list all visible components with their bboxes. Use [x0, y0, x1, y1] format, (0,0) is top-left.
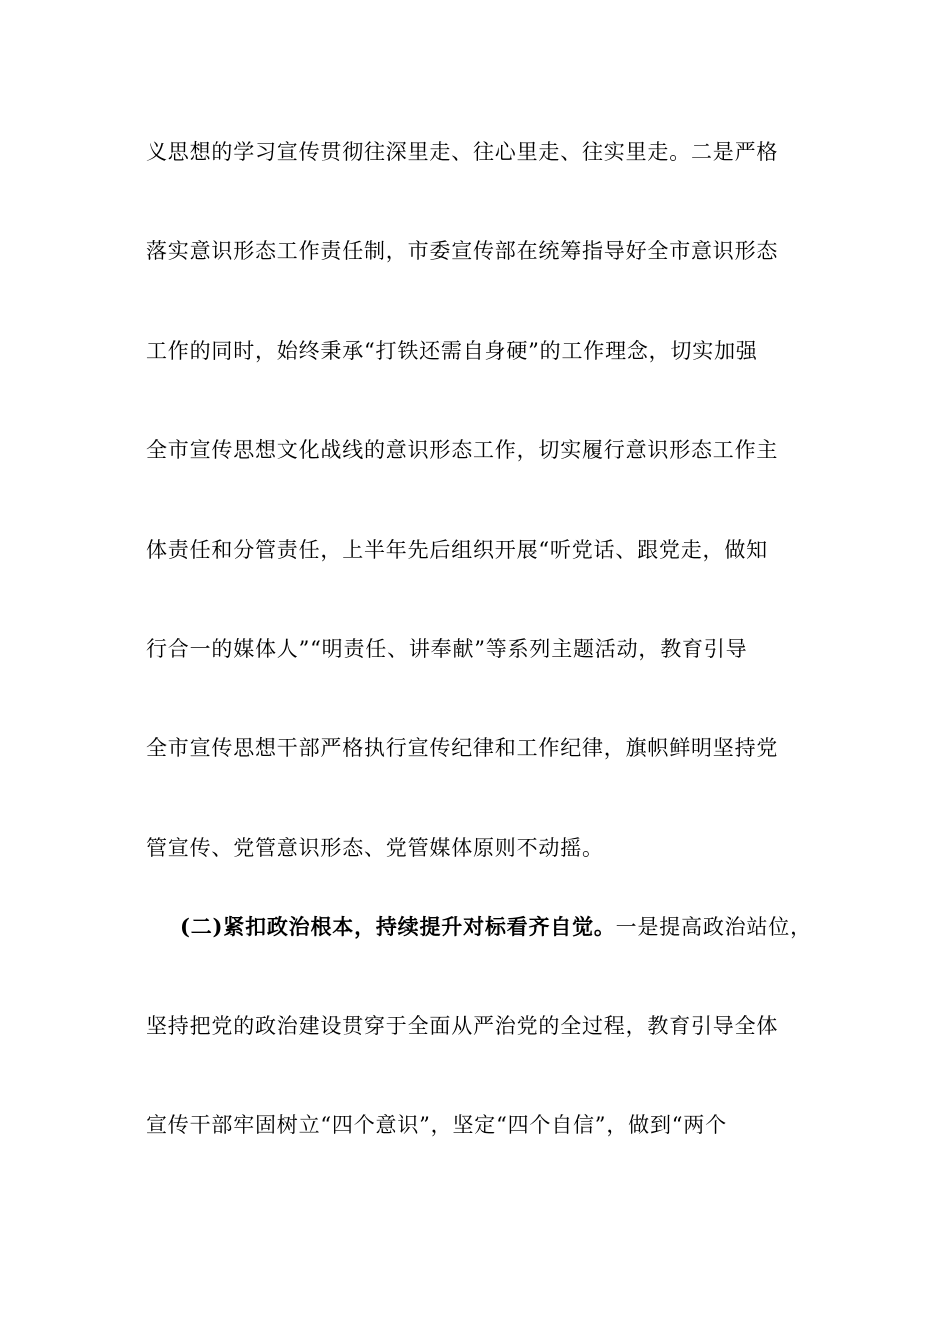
body-text-line: 全市宣传思想干部严格执行宣传纪律和工作纪律，旗帜鲜明坚持党 [146, 736, 779, 760]
body-text-line: 落实意识形态工作责任制，市委宣传部在统筹指导好全市意识形态 [146, 239, 779, 263]
body-text-line: 坚持把党的政治建设贯穿于全面从严治党的全过程，教育引导全体 [146, 1014, 779, 1038]
section-heading: (二)紧扣政治根本，持续提升对标看齐自觉。 [180, 914, 616, 939]
body-text-line: 义思想的学习宣传贯彻往深里走、往心里走、往实里走。二是严格 [146, 140, 779, 164]
body-text-line: 管宣传、党管意识形态、党管媒体原则不动摇。 [146, 836, 604, 860]
body-text-line: 行合一的媒体人”“明责任、讲奉献”等系列主题活动，教育引导 [146, 637, 748, 661]
body-text-line: 全市宣传思想文化战线的意识形态工作，切实履行意识形态工作主 [146, 438, 779, 462]
section-heading-rest: 一是提高政治站位， [615, 915, 812, 939]
body-text-line: 体责任和分管责任，上半年先后组织开展“听党话、跟党走，做知 [146, 538, 768, 562]
section-heading-line [180, 912, 820, 942]
body-text-line: 工作的同时，始终秉承“打铁还需自身硬”的工作理念，切实加强 [146, 339, 758, 363]
body-text-line: 宣传干部牢固树立“四个意识”，坚定“四个自信”，做到“两个 [146, 1113, 727, 1137]
